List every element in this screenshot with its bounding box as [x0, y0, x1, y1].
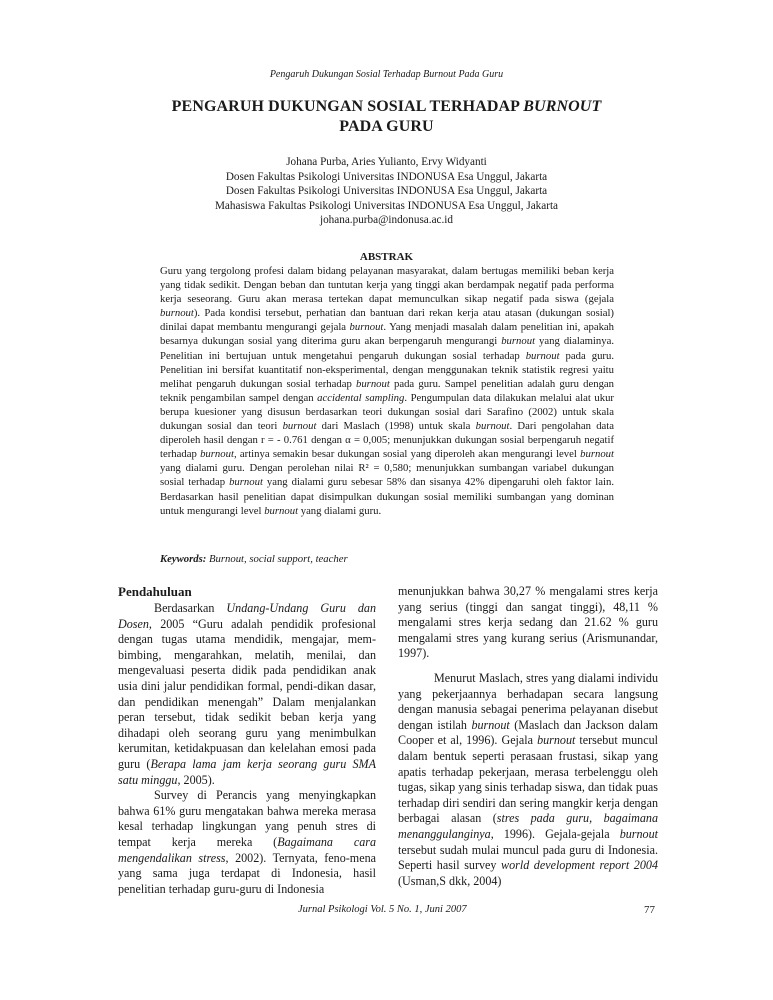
- abstract-seg: . Dari pengolahan data diperoleh hasil dengan r = - 0.761 dengan α = 0,005; menunjukkan dukungan sosial berpengaruh negatif terhadap: [160, 420, 614, 461]
- abstract-seg: , artinya semakin besar dukungan sosial yang diperoleh akan mengurangi level: [233, 448, 581, 461]
- paragraph-3: [398, 671, 658, 889]
- p3-seg: tersebut muncul dalam bentuk seperti perasaan frustasi, sikap yang apatis terhadap pekerjaan, merasa terbelenggu oleh tugas, sikap yang sinis terhadap siswa, dan tidak puas terhadap diri sendiri dan sering mangkir kerja dengan berbagai alasan (: [398, 733, 659, 826]
- p1-italic: Berapa lama jam kerja seorang guru SMA satu minggu: [118, 756, 376, 787]
- p3-italic: stres pada guru, bagaimana menanggulanginya: [398, 811, 658, 841]
- body-column-right: [398, 584, 658, 889]
- abstract-italic: burnout: [229, 476, 263, 489]
- affiliation-2: Dosen Fakultas Psikologi Universitas INDONUSA Esa Unggul, Jakarta: [225, 185, 548, 198]
- abstract-italic: burnout: [475, 420, 510, 433]
- page-number: 77: [644, 904, 655, 916]
- title-part1: PENGARUH DUKUNGAN SOSIAL TERHADAP: [171, 98, 524, 115]
- p1-seg: , 2005 “Guru adalah pendidik profesional dengan tugas utama mendidik, mengajar, mem-bimbing, mengarahkan, melatih, menilai, dan mengevaluasi peserta didik pada pendidikan anak usia dini jalur pendidikan formal, pendi-dikan dasar, dan pendidikan menengah” Dalam menjalankan peran tersebut, tidak sedikit beban kerja yang dihadapi oleh seorang guru yang menimbulkan kerumitan, ketidakpuasan dan kelelahan emosi pada guru (: [118, 616, 376, 771]
- p3-seg: (Usman,S dkk, 2004): [398, 873, 502, 888]
- abstract-italic: burnout: [264, 504, 299, 517]
- abstract-italic: accidental sampling: [317, 391, 405, 404]
- p2-seg: Survey di Perancis yang menyingkapkan bahwa 61% guru mengatakan bahwa mereka merasa kesal terhadap lingkungan yang penuh stres di tempat kerja mereka (: [118, 788, 376, 849]
- abstract-text: [160, 264, 614, 518]
- title-italic: BURNOUT: [523, 98, 602, 115]
- abstract-heading: ABSTRAK: [359, 251, 414, 263]
- p3-italic: world development report 2004: [501, 858, 658, 873]
- abstract-seg: yang dialami guru.: [298, 504, 382, 517]
- abstract-seg: . Pengumpulan data dilakukan melalui alat ukur berupa kuesioner yang disusun berdasarkan teori dukungan sosial dari Sarafino (2002) untuk skala dukungan sosial dan teori: [160, 391, 614, 433]
- affiliation-1: Dosen Fakultas Psikologi Universitas INDONUSA Esa Unggul, Jakarta: [225, 170, 548, 183]
- abstract-seg: . Yang menjadi masalah dalam penelitian ini, apakah besarnya dukungan sosial yang diterima guru akan berpengaruh mengurangi: [160, 321, 615, 348]
- keywords-label: Keywords:: [160, 553, 207, 565]
- paragraph-2-continued: menunjukkan bahwa 30,27 % mengalami stres kerja yang serius (tinggi dan sangat tinggi), 48,11 % mengalami stres kerja sedang dan 21.62 % guru mengalami stres yang kurang serius (Arismunandar, 1997).: [398, 584, 658, 661]
- author-names: Johana Purba, Aries Yulianto, Ervy Widyanti: [286, 156, 487, 168]
- p3-seg: , 1996). Gejala-gejala: [490, 826, 620, 841]
- abstract-seg: pada guru. Sampel penelitian adalah guru dengan teknik pengambilan sampel dengan: [160, 377, 614, 404]
- abstract-seg: pada guru. Penelitian ini bersifat kuantitatif non-eksperimental, dengan menggunakan teknik statistik regresi yaitu melihat pengaruh dukungan sosial terhadap: [160, 349, 614, 390]
- abstract-seg: yang dialami guru sebesar 58% dan sisanya 42% dipengaruhi oleh faktor lain. Berdasarkan hasil penelitian dapat disimpulkan dukungan sosial memiliki sumbangan yang dominan untuk mengurangi level: [160, 476, 615, 517]
- p3-italic: burnout: [537, 733, 576, 748]
- running-header: Pengaruh Dukungan Sosial Terhadap Burnout Pada Guru: [269, 69, 504, 80]
- p3-seg: tersebut sudah mulai muncul pada guru di Indonesia. Seperti hasil survey: [398, 842, 658, 873]
- paper-title: [150, 97, 623, 137]
- author-block: [0, 155, 773, 228]
- p1-seg: , 2005).: [177, 772, 215, 787]
- keywords-text: Burnout, social support, teacher: [206, 553, 348, 565]
- keywords: [160, 553, 614, 565]
- p3-italic: burnout: [471, 717, 510, 732]
- abstract-italic: burnout: [525, 349, 560, 362]
- abstract-italic: burnout: [282, 420, 317, 433]
- journal-footer: Jurnal Psikologi Vol. 5 No. 1, Juni 2007: [298, 904, 467, 915]
- abstract-seg: Guru yang tergolong profesi dalam bidang pelayanan masyarakat, dalam bertugas memiliki beban kerja yang tidak sedikit. Dengan beban dan tuntutan kerja yang tinggi akan berdampak negatif pada performa kerja seseorang. Guru akan merasa tertekan dapat memunculkan sikap negatif pada siswa (gejala: [160, 265, 614, 306]
- abstract-seg: ). Pada kondisi tersebut, perhatian dan bantuan dari rekan kerja atau atasan (dukungan sosial) dinilai dapat membantu mengurangi gejala: [160, 307, 614, 334]
- p1-seg: Berdasarkan: [154, 601, 227, 615]
- paragraph-2: [118, 788, 376, 897]
- abstract-italic: burnout: [355, 377, 390, 390]
- author-email: johana.purba@indonusa.ac.id: [319, 214, 453, 227]
- abstract-italic: burnout: [501, 335, 536, 348]
- section-heading: Pendahuluan: [118, 584, 192, 599]
- abstract-seg: yang dialaminya. Penelitian ini bertujuan untuk mengetahui pengaruh dukungan sosial terhadap: [160, 335, 614, 362]
- abstract-italic: burnout: [580, 448, 614, 461]
- p3-seg: Menurut Maslach, stres yang dialami individu yang pekerjaannya berhadapan secara langsung dengan manusia sebagai penerima pelayanan disebut dengan istilah: [398, 670, 658, 732]
- abstract-seg: yang dialami guru. Dengan perolehan nilai R² = 0,580; menunjukkan sumbangan variabel dukungan sosial terhadap: [160, 462, 614, 489]
- abstract-italic: burnout: [160, 307, 194, 320]
- p1-italic: Undang-Undang Guru dan Dosen: [118, 601, 377, 631]
- abstract-italic: burnout: [349, 321, 384, 334]
- p3-seg: (Maslach dan Jackson dalam Cooper et al, 1996). Gejala: [398, 717, 658, 748]
- p2-italic: Bagaimana cara mengendalikan stress: [118, 834, 376, 865]
- p2-seg: , 2002). Ternyata, feno-mena yang sama juga terdapat di Indonesia, hasil penelitian terhadap guru-guru di Indonesia: [118, 850, 376, 896]
- abstract-italic: burnout: [200, 448, 234, 461]
- affiliation-3: Mahasiswa Fakultas Psikologi Universitas INDONUSA Esa Unggul, Jakarta: [214, 199, 559, 212]
- abstract-seg: dari Maslach (1998) untuk skala: [316, 420, 476, 433]
- p3-italic: burnout: [619, 826, 658, 841]
- paragraph-1: [118, 601, 376, 788]
- body-column-left: [118, 584, 376, 897]
- title-part2: PADA GURU: [339, 118, 434, 135]
